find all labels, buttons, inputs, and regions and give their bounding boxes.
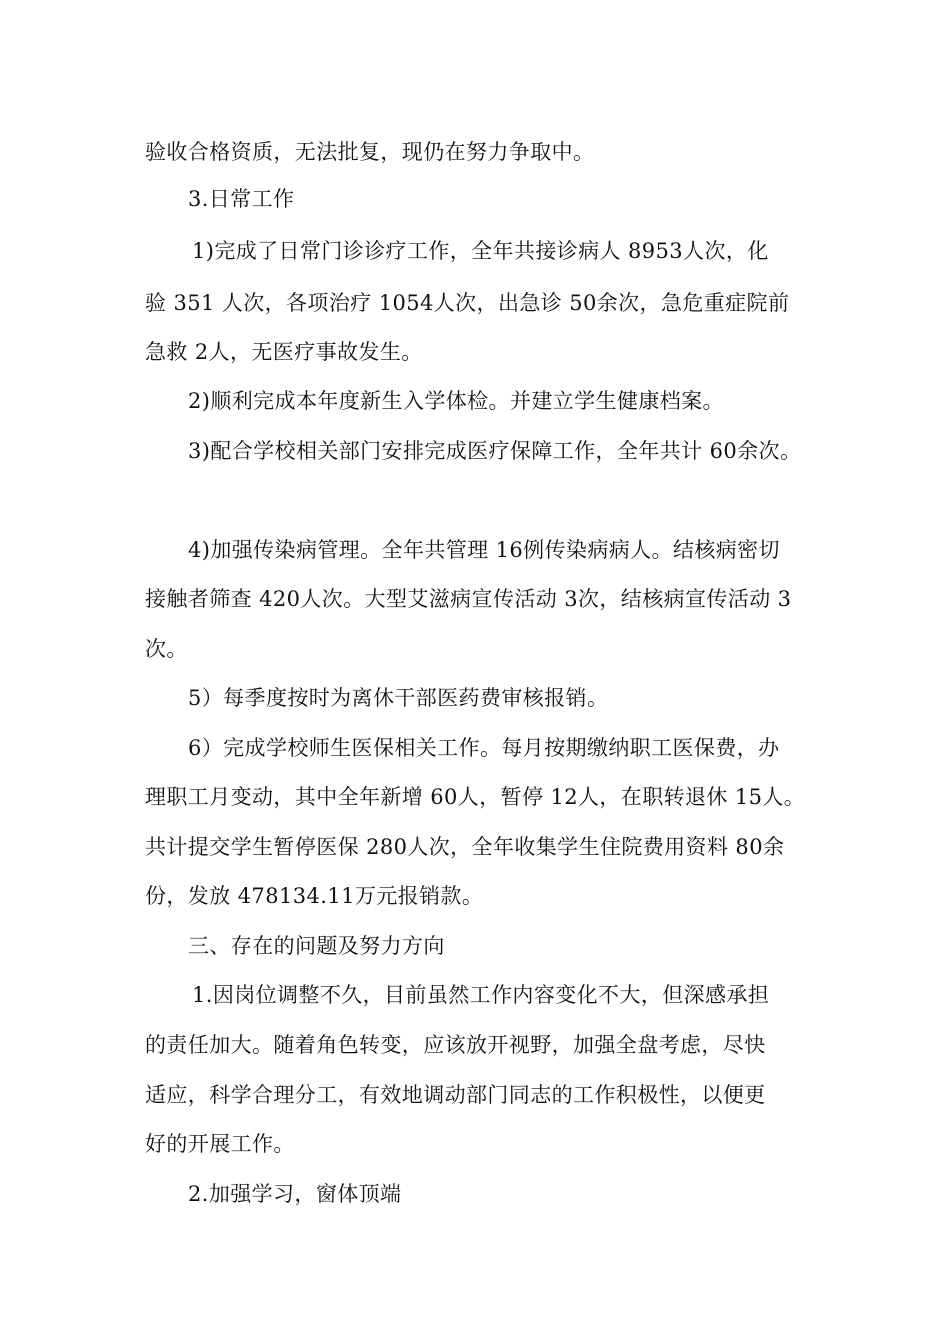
text-line: 的责任加大。随着角色转变，应该放开视野，加强全盘考虑，尽快: [145, 1033, 766, 1057]
text-line: 份，发放 478134.11万元报销款。: [145, 884, 484, 908]
text-line: 共计提交学生暂停医保 280人次，全年收集学生住院费用资料 80余: [145, 835, 785, 859]
text-line: 4)加强传染病管理。全年共管理 16例传染病病人。结核病密切: [188, 538, 780, 562]
text-line: 次。: [145, 637, 188, 661]
text-line: 验收合格资质，无法批复，现仍在努力争取中。: [145, 140, 595, 164]
text-line: 接触者筛查 420人次。大型艾滋病宣传活动 3次，结核病宣传活动 3: [145, 587, 792, 611]
text-line: 5）每季度按时为离休干部医药费审核报销。: [188, 686, 609, 710]
text-line: 2)顺利完成本年度新生入学体检。并建立学生健康档案。: [188, 389, 724, 413]
section-heading: 3.日常工作: [188, 187, 295, 211]
text-line: 理职工月变动，其中全年新增 60人，暂停 12人，在职转退休 15人。: [145, 785, 806, 809]
text-line: 3)配合学校相关部门安排完成医疗保障工作，全年共计 60余次。: [188, 439, 802, 463]
text-line: 1)完成了日常门诊诊疗工作，全年共接诊病人 8953人次，化: [192, 239, 769, 263]
text-line: 适应，科学合理分工，有效地调动部门同志的工作积极性，以便更: [145, 1083, 766, 1107]
text-line: 验 351 人次，各项治疗 1054人次，出急诊 50余次，急危重症院前: [145, 291, 790, 315]
section-heading: 三、存在的问题及努力方向: [188, 934, 445, 958]
text-line: 2.加强学习，窗体顶端: [188, 1182, 402, 1206]
text-line: 好的开展工作。: [145, 1132, 295, 1156]
text-line: 1.因岗位调整不久，目前虽然工作内容变化不大，但深感承担: [192, 983, 770, 1007]
text-line: 6）完成学校师生医保相关工作。每月按期缴纳职工医保费，办: [188, 736, 780, 760]
text-line: 急救 2人，无医疗事故发生。: [145, 340, 423, 364]
